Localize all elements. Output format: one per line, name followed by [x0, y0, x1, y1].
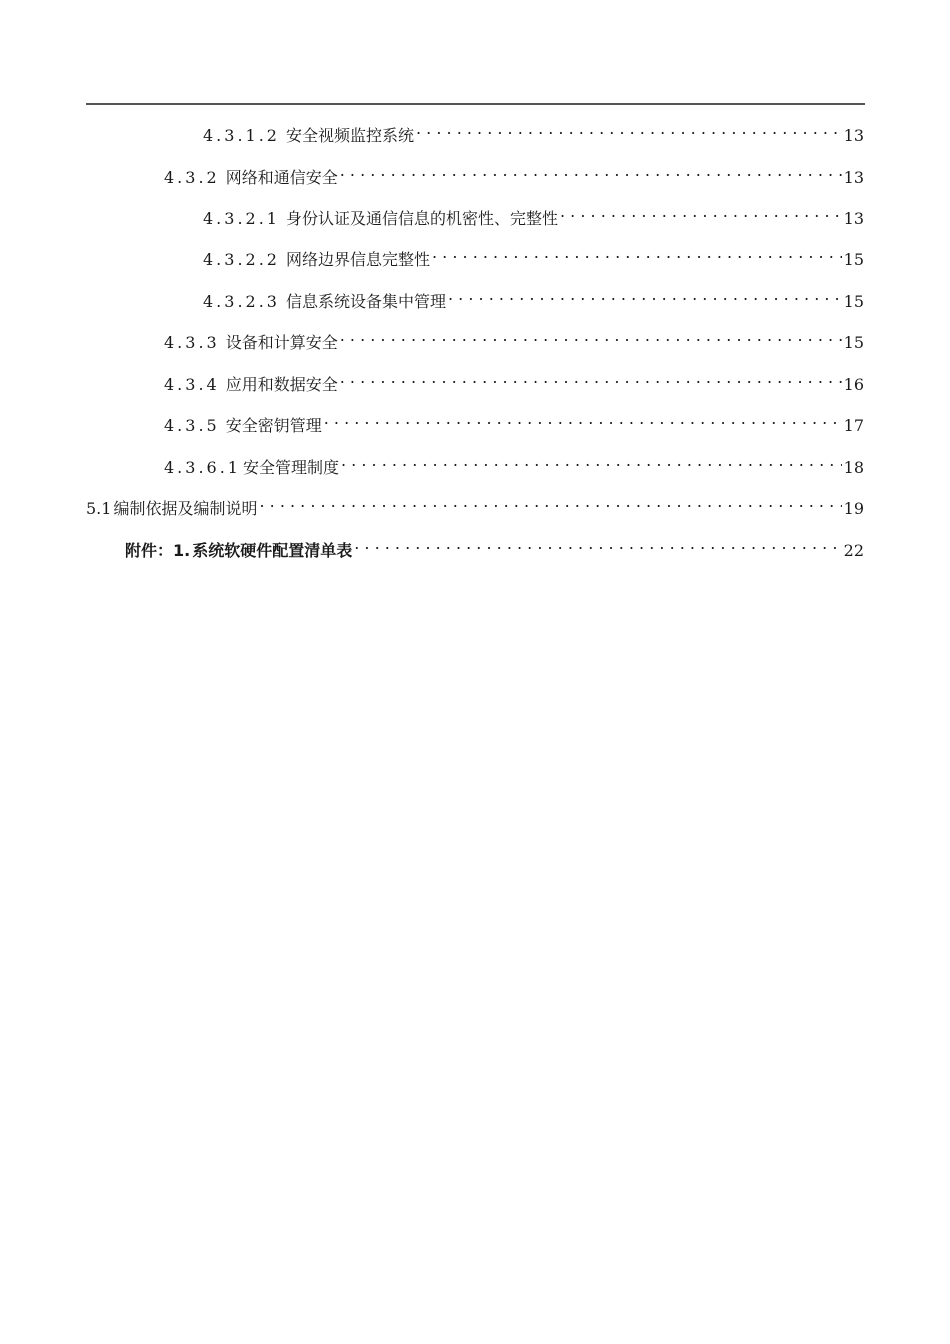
toc-entry-page: 15 [843, 333, 864, 352]
toc-entry-page: 22 [843, 541, 864, 560]
toc-entry-title: 网络和通信安全 [225, 168, 338, 187]
toc-entry-title: 编制依据及编制说明 [113, 499, 258, 518]
toc-entry-page: 19 [843, 499, 864, 518]
toc-entry[interactable] [164, 159, 864, 187]
toc-dot-leader [340, 159, 842, 183]
toc-entry-page: 13 [843, 126, 864, 145]
toc-entry[interactable] [164, 407, 864, 435]
toc-entry-title: 网络边界信息完整性 [285, 250, 430, 269]
toc-entry-number: 4.3.2 [164, 168, 220, 187]
toc-entry-page: 15 [843, 292, 864, 311]
toc-entry[interactable] [164, 324, 864, 352]
toc-dot-leader [432, 241, 842, 265]
toc-dot-leader [448, 283, 842, 307]
toc-dot-leader [324, 407, 842, 431]
toc-entry-number: 4.3.1.2 [203, 126, 280, 145]
toc-entry-title: 安全密钥管理 [225, 416, 322, 435]
toc-entry-page: 13 [843, 168, 864, 187]
toc-entry-page: 18 [843, 458, 864, 477]
toc-entry-appendix[interactable] [125, 532, 864, 560]
toc-entry[interactable] [164, 449, 864, 477]
toc-dot-leader [416, 117, 842, 141]
toc-entry-number: 4.3.3 [164, 333, 220, 352]
toc-entry-number: 4.3.2.2 [203, 250, 280, 269]
toc-entry-title: 信息系统设备集中管理 [285, 292, 446, 311]
toc-entry[interactable] [86, 490, 864, 518]
toc-dot-leader [354, 532, 841, 556]
toc-entry-title: 系统软硬件配置清单表 [192, 541, 353, 560]
toc-entry[interactable] [203, 200, 864, 228]
toc-entry-title: 安全视频监控系统 [285, 126, 414, 145]
toc-entry-number: 4.3.2.1 [203, 209, 280, 228]
toc-entry-number: 4.3.6.1 [164, 458, 241, 477]
toc-entry[interactable] [164, 366, 864, 394]
toc-entry-title: 设备和计算安全 [225, 333, 338, 352]
toc-entry-title: 应用和数据安全 [225, 375, 338, 394]
toc-entry-number: 4.3.4 [164, 375, 220, 394]
toc-dot-leader [341, 449, 842, 473]
toc-dot-leader [259, 490, 841, 514]
toc-dot-leader [340, 324, 842, 348]
header-rule [86, 103, 865, 105]
toc-entry-page: 17 [843, 416, 864, 435]
toc-entry-number: 4.3.5 [164, 416, 220, 435]
toc-entry[interactable] [203, 283, 864, 311]
toc-entry-title: 安全管理制度 [242, 458, 339, 477]
toc-entry-page: 13 [843, 209, 864, 228]
toc-entry-page: 16 [843, 375, 864, 394]
toc-entry-number: 5.1 [86, 499, 112, 518]
toc-entry-number: 4.3.2.3 [203, 292, 280, 311]
toc-entry-title: 身份认证及通信信息的机密性、完整性 [285, 209, 558, 228]
toc-entry[interactable] [203, 117, 864, 145]
toc-entry-number: 附件：1. [125, 541, 191, 560]
toc-entry[interactable] [203, 241, 864, 269]
toc-dot-leader [560, 200, 842, 224]
toc-dot-leader [340, 366, 842, 390]
toc-entry-page: 15 [843, 250, 864, 269]
